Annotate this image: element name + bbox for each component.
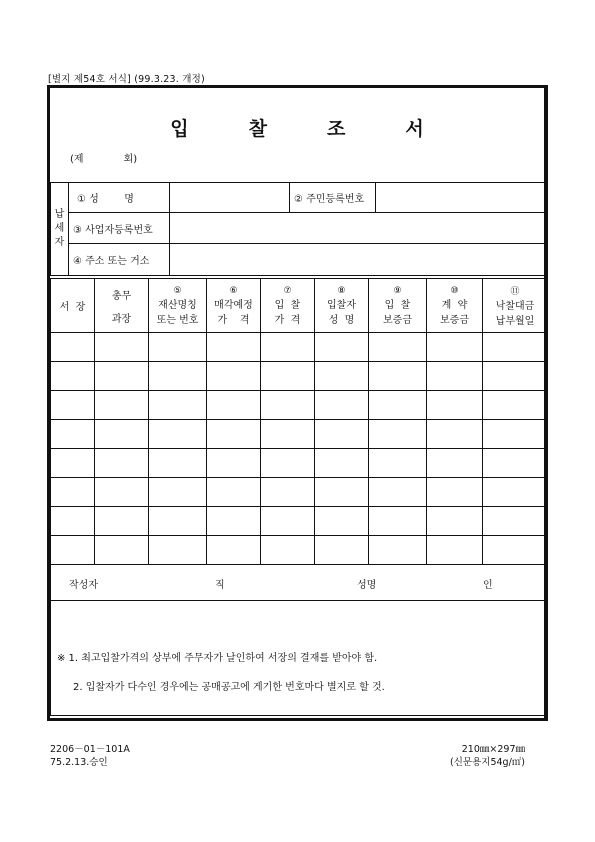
table-cell[interactable] xyxy=(427,449,483,478)
round-suffix: 회) xyxy=(123,154,138,165)
col-header: 서 장 xyxy=(51,279,95,333)
table-cell[interactable] xyxy=(261,420,315,449)
table-cell[interactable] xyxy=(51,449,95,478)
table-cell[interactable] xyxy=(95,507,149,536)
table-cell[interactable] xyxy=(427,362,483,391)
col-header: ⑥ 매각예정 가 격 xyxy=(207,279,261,333)
note-2: 2. 입찰자가 다수인 경우에는 공매공고에 게기한 번호마다 별지로 할 것. xyxy=(73,682,385,693)
table-cell[interactable] xyxy=(315,507,369,536)
position-label: 직 xyxy=(215,580,225,591)
table-cell[interactable] xyxy=(95,420,149,449)
table-cell[interactable] xyxy=(261,536,315,565)
table-cell[interactable] xyxy=(483,478,548,507)
table-cell[interactable] xyxy=(149,536,207,565)
table-cell[interactable] xyxy=(207,420,261,449)
col-header: 총무 과장 xyxy=(95,279,149,333)
table-row xyxy=(51,449,548,478)
form-code: 2206－01－101A 75.2.13.승인 xyxy=(50,744,130,768)
table-cell[interactable] xyxy=(369,420,427,449)
table-cell[interactable] xyxy=(149,449,207,478)
col-header: ⑨ 입 찰 보증금 xyxy=(369,279,427,333)
col-header: ⑤ 재산명칭 또는 번호 xyxy=(149,279,207,333)
table-cell[interactable] xyxy=(369,449,427,478)
title-char: 조 xyxy=(327,118,346,140)
table-cell[interactable] xyxy=(483,420,548,449)
table-cell[interactable] xyxy=(315,536,369,565)
form-header-note: [별지 제54호 서식] (99.3.23. 개정) xyxy=(48,74,205,85)
table-cell[interactable] xyxy=(95,362,149,391)
table-cell[interactable] xyxy=(369,478,427,507)
table-cell[interactable] xyxy=(207,536,261,565)
table-cell[interactable] xyxy=(207,449,261,478)
bidder-info-table xyxy=(50,182,548,276)
form-title xyxy=(50,114,544,141)
table-row xyxy=(51,507,548,536)
table-cell[interactable] xyxy=(51,478,95,507)
table-cell[interactable] xyxy=(261,362,315,391)
table-cell[interactable] xyxy=(149,391,207,420)
table-cell[interactable] xyxy=(427,507,483,536)
resident-number-label: ② 주민등록번호 xyxy=(290,183,376,213)
table-cell[interactable] xyxy=(315,478,369,507)
table-cell[interactable] xyxy=(315,449,369,478)
table-cell[interactable] xyxy=(149,478,207,507)
table-row xyxy=(51,478,548,507)
table-cell[interactable] xyxy=(95,333,149,362)
table-cell[interactable] xyxy=(483,333,548,362)
table-cell[interactable] xyxy=(261,478,315,507)
table-row xyxy=(51,391,548,420)
writer-label: 작성자 xyxy=(69,580,98,591)
table-cell[interactable] xyxy=(369,536,427,565)
round-number xyxy=(70,150,137,165)
name-field[interactable] xyxy=(170,183,290,213)
table-cell[interactable] xyxy=(261,507,315,536)
table-cell[interactable] xyxy=(427,420,483,449)
title-char: 서 xyxy=(405,118,424,140)
table-cell[interactable] xyxy=(483,536,548,565)
table-cell[interactable] xyxy=(427,333,483,362)
table-cell[interactable] xyxy=(207,391,261,420)
form-frame xyxy=(47,85,548,721)
table-cell[interactable] xyxy=(369,333,427,362)
table-cell[interactable] xyxy=(207,362,261,391)
table-cell[interactable] xyxy=(149,507,207,536)
business-number-label: ③ 사업자등록번호 xyxy=(69,213,170,244)
table-cell[interactable] xyxy=(95,449,149,478)
table-cell[interactable] xyxy=(207,507,261,536)
table-cell[interactable] xyxy=(95,536,149,565)
table-cell[interactable] xyxy=(95,478,149,507)
table-cell[interactable] xyxy=(315,420,369,449)
name-label: ① 성 명 xyxy=(69,183,170,213)
table-row xyxy=(51,420,548,449)
seal-label: 인 xyxy=(483,580,493,591)
table-cell[interactable] xyxy=(483,449,548,478)
paper-spec: 210㎜×297㎜ (신문용지54g/㎡) xyxy=(450,744,525,768)
col-header: ⑦ 입 찰 가 격 xyxy=(261,279,315,333)
table-cell[interactable] xyxy=(315,333,369,362)
address-field[interactable] xyxy=(170,244,548,276)
title-char: 입 xyxy=(170,118,189,140)
table-cell[interactable] xyxy=(207,333,261,362)
table-cell[interactable] xyxy=(51,333,95,362)
col-header: ⑩ 계 약 보증금 xyxy=(427,279,483,333)
table-cell[interactable] xyxy=(483,391,548,420)
notes-row xyxy=(51,601,548,716)
table-cell[interactable] xyxy=(369,391,427,420)
table-cell[interactable] xyxy=(261,391,315,420)
table-cell[interactable] xyxy=(261,449,315,478)
table-cell[interactable] xyxy=(315,362,369,391)
table-cell[interactable] xyxy=(315,391,369,420)
round-prefix: (제 xyxy=(70,154,84,165)
table-cell[interactable] xyxy=(149,362,207,391)
bid-table-header xyxy=(51,279,548,333)
table-cell[interactable] xyxy=(427,478,483,507)
table-cell[interactable] xyxy=(51,420,95,449)
table-cell[interactable] xyxy=(369,362,427,391)
table-cell[interactable] xyxy=(149,333,207,362)
col-header: ⑧ 입찰자 성 명 xyxy=(315,279,369,333)
col-header: ⑪ 낙찰대금 납부월일 xyxy=(483,279,548,333)
table-row xyxy=(51,333,548,362)
resident-number-field[interactable] xyxy=(376,183,548,213)
signer-name-label: 성명 xyxy=(357,580,377,591)
table-cell[interactable] xyxy=(51,362,95,391)
taxpayer-side-label: 납 세 자 xyxy=(51,183,69,276)
table-cell[interactable] xyxy=(483,507,548,536)
signature-row xyxy=(51,565,548,601)
business-number-field[interactable] xyxy=(170,213,548,244)
table-row xyxy=(51,536,548,565)
note-1: ※ 1. 최고입찰가격의 상부에 주무자가 날인하여 서장의 결재를 받아야 함. xyxy=(57,653,378,664)
table-cell[interactable] xyxy=(427,391,483,420)
table-cell[interactable] xyxy=(149,420,207,449)
table-cell[interactable] xyxy=(369,507,427,536)
table-cell[interactable] xyxy=(207,478,261,507)
title-char: 찰 xyxy=(248,118,267,140)
table-cell[interactable] xyxy=(427,536,483,565)
table-cell[interactable] xyxy=(261,333,315,362)
table-cell[interactable] xyxy=(51,507,95,536)
table-cell[interactable] xyxy=(51,536,95,565)
table-row xyxy=(51,362,548,391)
table-cell[interactable] xyxy=(51,391,95,420)
bid-table xyxy=(50,278,548,716)
table-cell[interactable] xyxy=(483,362,548,391)
table-cell[interactable] xyxy=(95,391,149,420)
address-label: ④ 주소 또는 거소 xyxy=(69,244,170,276)
